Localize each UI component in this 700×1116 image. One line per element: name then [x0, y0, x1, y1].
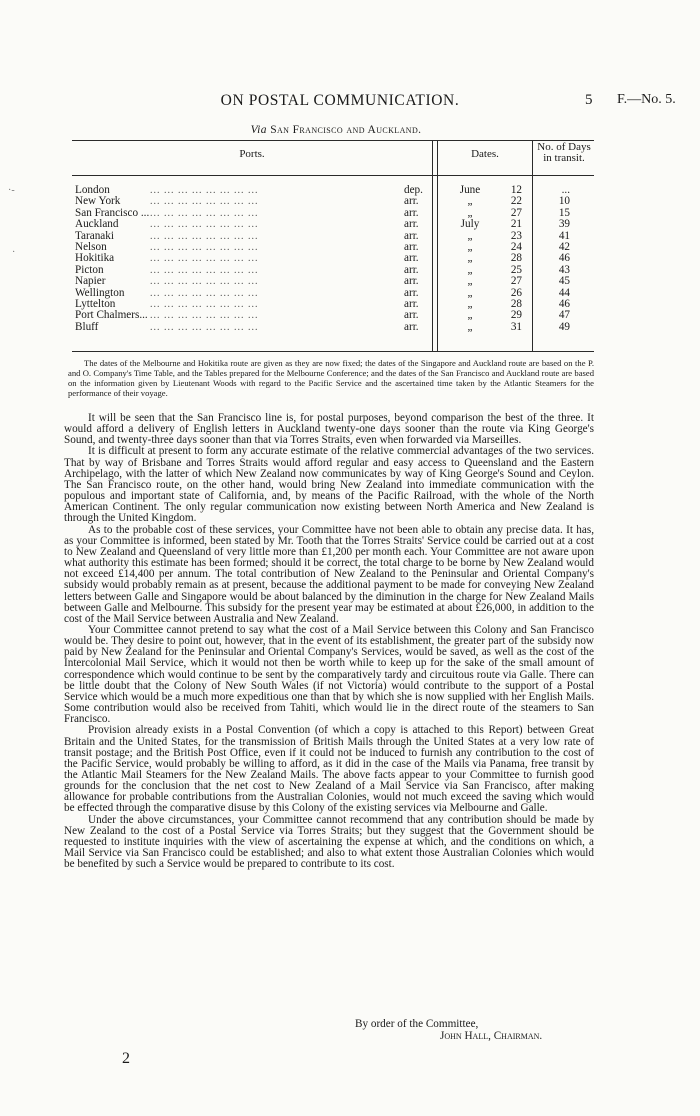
table-row — [72, 219, 594, 230]
leader-dots: ... ... ... ... ... ... ... ... — [150, 185, 259, 196]
cell-port: New York — [75, 195, 121, 208]
cell-days-in-transit: 15 — [558, 206, 570, 219]
cell-direction: arr. — [404, 229, 419, 242]
cell-direction: arr. — [404, 252, 419, 265]
table-footnote: The dates of the Melbourne and Hokitika route are given as they are now fixed; the dates of the Singapore and Auckland route are based on the P. and O. Company's Time Table, and the Tables prepared for the Melbourne Conference; and the dates of the San Francisco and Auckland route are based on the information given by Lieutenant Woods with regard to the Pacific Service and the ascertained time taken by the Atlantic Steamers for the performance of their voyage. — [68, 358, 594, 398]
chairman-name: John Hall, Chairman. — [440, 1030, 543, 1042]
subtitle-route: San Francisco and Auckland. — [270, 124, 422, 136]
table-subtitle — [0, 124, 672, 136]
margin-mark: ·- — [8, 185, 15, 196]
leader-dots: ... ... ... ... ... ... ... ... — [150, 276, 259, 288]
paragraph: It is difficult at present to form any accurate estimate of the relative commercial advantages of the two services. That by way of Brisbane and Torres Straits would afford regular and easy access to Queensland and the Eastern Archipelago, with the latter of which New Zealand now communicates by way of King George's Sound and Ceylon. The San Francisco route, on the other hand, would bring New Zealand into immediate communication with the populous and important state of California, and, by means of the Pacific Railroad, with the whole of the North American Continent. The only regular communication now existing between North America and New Zealand is through the United Kingdom. — [64, 445, 594, 525]
col-header-days: No. of Days in transit. — [537, 141, 591, 164]
table-header-rule — [72, 175, 594, 176]
cell-direction: arr. — [404, 195, 419, 208]
cell-month: July — [460, 218, 480, 231]
cell-month: „ — [467, 286, 473, 299]
cell-direction: arr. — [404, 309, 419, 322]
cell-month: „ — [467, 263, 473, 276]
margin-mark: · — [12, 247, 16, 258]
signature-line-1: By order of the Committee, — [355, 1018, 479, 1030]
paragraph: Provision already exists in a Postal Convention (of which a copy is attached to this Report) between Great Britain and the United States, for the transmission of British Mails through the United States at a very low rate of transit postage; and the British Post Office, even if it could not be induced to furnish any contribution to the cost of the Pacific Service, would probably be willing to afford, as it did in the case of the Mails via Panama, free transit by the Atlantic Mail Steamers for the New Zealand Mails. The above facts appear to your Committee to furnish good grounds for the conclusion that the net cost to New Zealand of a Mail Service via San Francisco, after making allowance for probable contributions from the Australian Colonies, would not much exceed the saving which would be effected through the comparative disuse by this Colony of the existing services via Melbourne and Galle. — [64, 724, 594, 815]
cell-days-in-transit: 45 — [558, 275, 570, 288]
cell-port: Bluff — [75, 320, 99, 333]
cell-port: Port Chalmers... — [75, 309, 148, 322]
cell-days-in-transit: 44 — [558, 286, 570, 299]
cell-direction: arr. — [404, 241, 419, 253]
cell-day: 28 — [510, 298, 522, 310]
leader-dots: ... ... ... ... ... ... ... ... — [150, 253, 259, 265]
cell-month: „ — [467, 252, 473, 265]
cell-days-in-transit: ... — [561, 184, 570, 196]
cell-day: 25 — [510, 263, 522, 276]
cell-days-in-transit: 39 — [558, 218, 570, 231]
cell-day: 28 — [510, 252, 522, 265]
leader-dots: ... ... ... ... ... ... ... ... — [150, 310, 259, 322]
header-reference: F.—No. 5. — [617, 92, 676, 107]
col-header-dates: Dates. — [471, 148, 499, 160]
cell-days-in-transit: 46 — [558, 252, 570, 265]
cell-port: Taranaki — [75, 229, 114, 242]
cell-port: Auckland — [75, 218, 119, 231]
cell-month: „ — [467, 241, 473, 253]
leader-dots: ... ... ... ... ... ... ... ... — [150, 287, 259, 299]
cell-port: Nelson — [75, 241, 107, 253]
header-title: ON POSTAL COMMUNICATION. — [220, 92, 460, 109]
cell-month: „ — [467, 309, 473, 322]
cell-month: „ — [467, 275, 473, 288]
cell-month: „ — [467, 298, 473, 310]
cell-direction: arr. — [404, 218, 419, 231]
cell-month: „ — [467, 206, 473, 219]
cell-month: „ — [467, 320, 473, 333]
cell-port: San Francisco ... — [75, 206, 150, 219]
cell-day: 24 — [510, 241, 522, 253]
cell-direction: dep. — [404, 184, 423, 196]
leader-dots: ... ... ... ... ... ... ... ... — [150, 207, 259, 219]
cell-day: 27 — [510, 275, 522, 288]
cell-port: London — [75, 184, 110, 196]
cell-direction: arr. — [404, 206, 419, 219]
table-row — [72, 276, 594, 287]
cell-month: June — [459, 184, 481, 196]
cell-day: 29 — [510, 309, 522, 322]
cell-day: 21 — [510, 218, 522, 231]
cell-day: 23 — [510, 229, 522, 242]
cell-day: 22 — [510, 195, 522, 208]
cell-month: „ — [467, 195, 473, 208]
cell-days-in-transit: 10 — [558, 195, 570, 208]
cell-days-in-transit: 46 — [558, 298, 570, 310]
leader-dots: ... ... ... ... ... ... ... ... — [150, 219, 259, 231]
cell-day: 26 — [510, 286, 522, 299]
cell-port: Hokitika — [75, 252, 115, 265]
table-row — [72, 322, 594, 333]
leader-dots: ... ... ... ... ... ... ... ... — [150, 264, 259, 276]
header-page-number: 5 — [585, 92, 593, 108]
leader-dots: ... ... ... ... ... ... ... ... — [150, 230, 259, 242]
cell-direction: arr. — [404, 298, 419, 310]
leader-dots: ... ... ... ... ... ... ... ... — [150, 299, 259, 310]
paragraph: As to the probable cost of these services, your Committee have not been able to obtain any precise data. It has, as your Committee is informed, been stated by Mr. Tooth that the Torres Straits' Service could be carried out at a cost to New Zealand and Queensland of very little more than £1,200 per month each. Your Committee are not aware upon what authority this estimate has been formed; should it be correct, the total charge to be borne by New Zealand would not exceed £14,400 per annum. The total contribution of New Zealand to the Peninsular and Oriental Company's subsidy would probably remain as at present, because the additional payment to be made for conveying New Zealand letters between Galle and Singapore would be about balanced by the diminution in the charge for New Zealand Mails between Galle and Melbourne. This subsidy for the present year may be estimated at about £26,000, in addition to the cost of the Mail Service between Australia and New Zealand. — [64, 523, 594, 625]
cell-port: Picton — [75, 263, 104, 276]
leader-dots: ... ... ... ... ... ... ... ... — [150, 321, 259, 333]
cell-days-in-transit: 42 — [558, 241, 570, 253]
col-header-ports: Ports. — [239, 148, 265, 160]
paragraph: Under the above circumstances, your Committee cannot recommend that any contribution should be made by New Zealand to the cost of a Postal Service via Torres Straits; but they suggest that the Government should be requested to institute inquiries with the view of ascertaining the expense at which, and the conditions on which, a Mail Service via San Francisco could be established; and also to what extent those Australian Colonies which would be benefited by such a Service would be prepared to contribute to its cost. — [64, 813, 594, 871]
footer-number: 2 — [122, 1050, 130, 1067]
cell-day: 12 — [510, 184, 522, 196]
paragraph: It will be seen that the San Francisco line is, for postal purposes, beyond comparison the best of the three. It would afford a delivery of English letters in Auckland twenty-one days sooner than the route via King George's Sound, and twenty-three days sooner than that via Torres Straits, even when forwarded via Marseilles. — [64, 412, 594, 447]
signature-line-2 — [440, 1030, 542, 1042]
cell-days-in-transit: 41 — [558, 229, 570, 242]
report-body — [64, 413, 594, 870]
cell-day: 27 — [510, 206, 522, 219]
leader-dots: ... ... ... ... ... ... ... ... — [150, 196, 259, 208]
cell-direction: arr. — [404, 275, 419, 288]
cell-port: Wellington — [75, 286, 125, 299]
schedule-table — [72, 140, 594, 352]
subtitle-via: Via — [250, 124, 267, 136]
cell-direction: arr. — [404, 286, 419, 299]
cell-month: „ — [467, 229, 473, 242]
cell-day: 31 — [510, 320, 522, 333]
paragraph: Your Committee cannot pretend to say what the cost of a Mail Service between this Colony and San Francisco would be. They desire to point out, however, that in the event of its establishment, the greater part of the subsidy now paid by New Zealand for the Peninsular and Oriental Company's Services, would be saved, as well as the cost of the Intercolonial Mail Service, which it would not then be worth while to keep up for the sake of the small amount of correspondence which would continue to be sent by the comparatively tardy and circuitous route via Galle. There can be little doubt that the Colony of New South Wales (if not Victoria) would contribute to the support of a Postal Service which would be a much more expeditious one than that by which she is now supplied with her English Mails. Some contribution would also be received from Tahiti, which would lie in the direct route of the steamers to San Francisco. — [64, 623, 594, 726]
cell-direction: arr. — [404, 263, 419, 276]
cell-days-in-transit: 47 — [558, 309, 570, 322]
table-bottom-rule — [72, 351, 594, 352]
cell-days-in-transit: 43 — [558, 263, 570, 276]
cell-days-in-transit: 49 — [558, 320, 570, 333]
cell-port: Lyttelton — [75, 298, 116, 310]
cell-port: Napier — [75, 275, 106, 288]
table-top-rule — [72, 140, 594, 141]
leader-dots: ... ... ... ... ... ... ... ... — [150, 242, 259, 253]
cell-direction: arr. — [404, 320, 419, 333]
